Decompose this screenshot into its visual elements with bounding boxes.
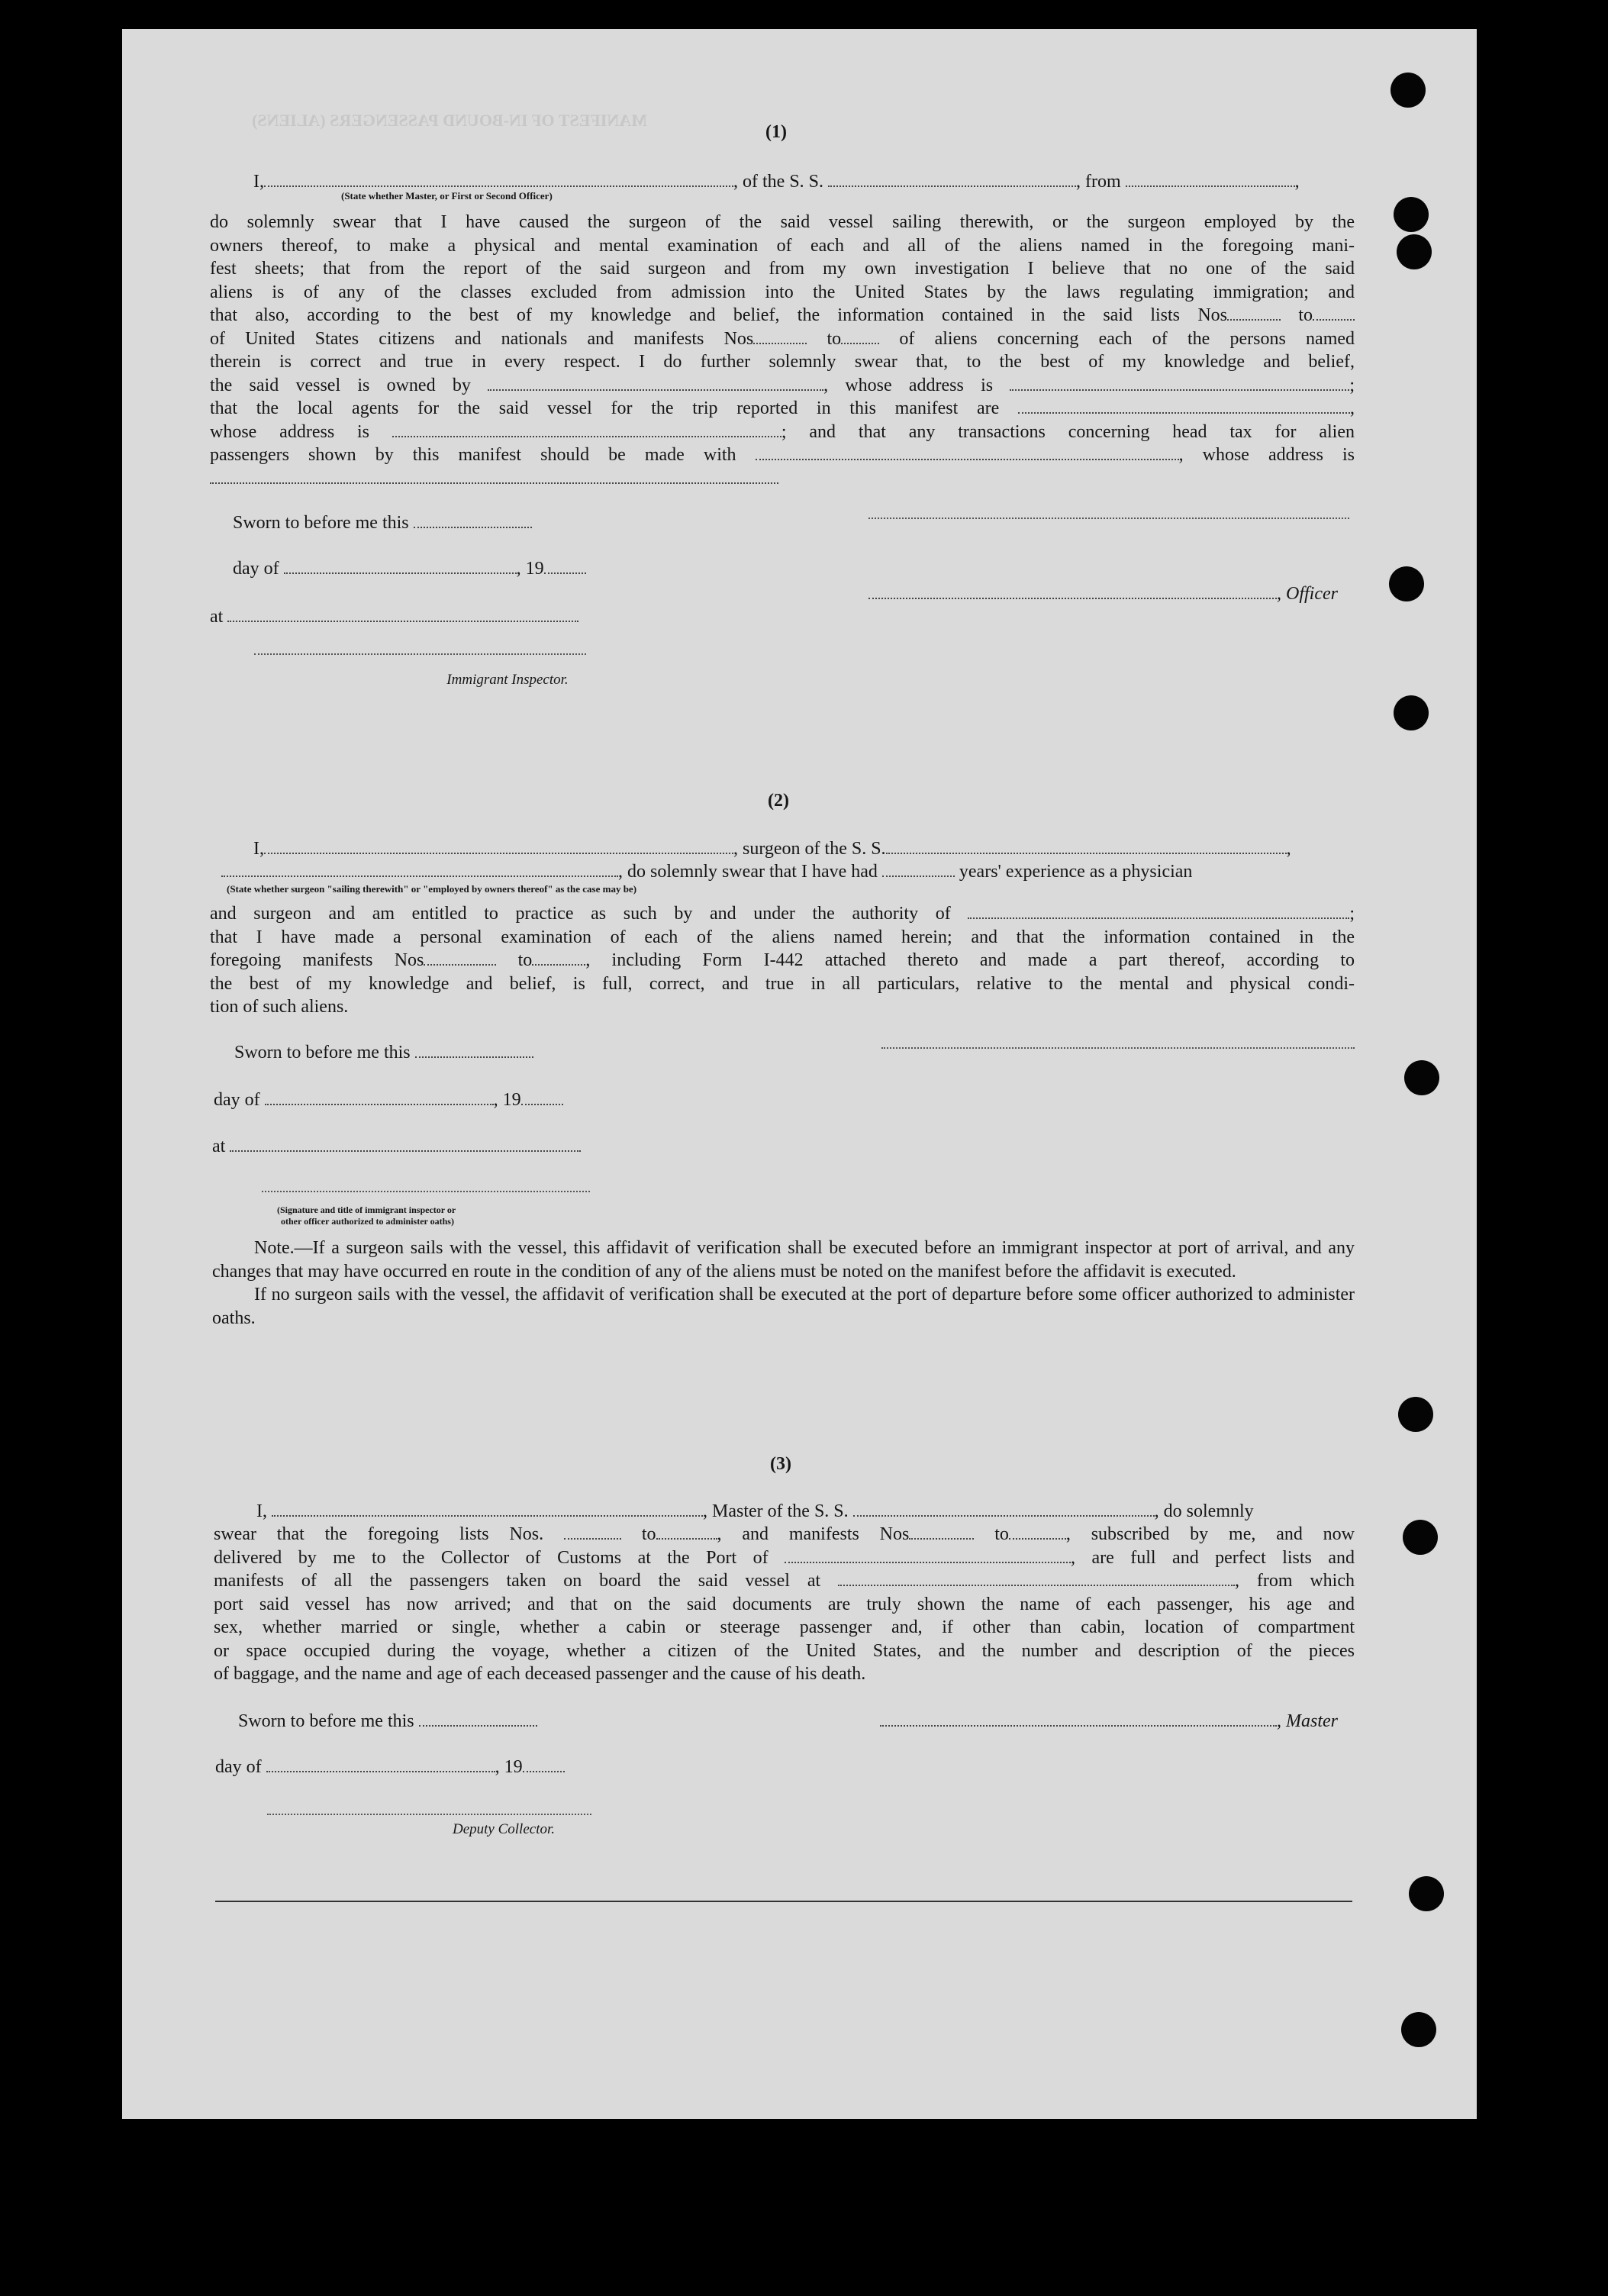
punch-hole (1397, 234, 1432, 269)
punch-hole (1401, 2012, 1436, 2047)
s2-signature-line (881, 1047, 1355, 1049)
s3-line-1: I, , Master of the S. S. , do solemnly (256, 1501, 1254, 1521)
s2-sworn: Sworn to before me this (234, 1041, 533, 1064)
punch-hole (1398, 1397, 1433, 1432)
s3-day: day of , 19 (215, 1756, 565, 1778)
s1-line-1: I, , of the S. S. , from , (253, 172, 1300, 192)
s1-day: day of , 19 (233, 557, 586, 580)
s1-officer-note: (State whether Master, or First or Second Officer) (341, 190, 553, 202)
s2-line-2: , do solemnly swear that I have had years' experience as a physician (221, 860, 1192, 883)
s2-at: at (212, 1135, 581, 1158)
s1-inspector-line (254, 653, 586, 655)
s3-collector-line (267, 1814, 591, 1815)
section-2-number: (2) (768, 791, 789, 811)
punch-hole (1389, 566, 1424, 601)
punch-hole (1404, 1060, 1439, 1095)
punch-hole (1403, 1520, 1438, 1555)
s1-signature-line (868, 518, 1349, 519)
s1-officer: , Officer (868, 582, 1338, 605)
s3-oath-text: swear that the foregoing lists Nos. to , and manifests Nos to , subscribed by me, and now delivered by me to the Collector of Customs at the Port of , are full and perfect lists and manifests of all the passengers taken on board the said vessel at , from which port said vessel has now arrived; and that on the said documents are truly shown the name of each passenger, his age and sex, whether married or single, whether a cabin or steerage passenger and, if other than cabin, location of compartment or space occupied during the voyage, whether a citizen of the United States, and the number and description of the pieces of baggage, and the name and age of each deceased passenger and the cause of his death. (214, 1524, 1355, 1684)
s1-sworn: Sworn to before me this (233, 511, 532, 534)
s2-sig-note-1: (Signature and title of immigrant inspector or (277, 1204, 456, 1215)
s1-at: at (210, 605, 578, 628)
bottom-rule (215, 1901, 1352, 1902)
s2-surgeon-note: (State whether surgeon "sailing therewith" or "employed by owners thereof" as the case may be) (227, 883, 637, 895)
s3-collector-caption: Deputy Collector. (452, 1821, 556, 1837)
s2-oath-text: and surgeon and am entitled to practice as such by and under the authority of ; that I have made a personal examination of each of the aliens named herein; and that the information contained in the foregoing manifests Nos to , including Form I-442 attached thereto and made a part thereof, according to the best of my knowledge and belief, is full, correct, and true in all particulars, relative to the mental and physical condi- tion of such aliens. (210, 904, 1355, 1017)
s1-inspector-caption: Immigrant Inspector. (446, 672, 569, 688)
s2-sig-note-2: other officer authorized to administer oaths) (281, 1216, 454, 1227)
punch-hole (1390, 73, 1426, 108)
punch-hole (1394, 695, 1429, 730)
s2-note: Note.—If a surgeon sails with the vessel, this affidavit of verification shall be executed before an immigrant inspector at port of arrival, and any changes that may have occurred en route in the condition of any of the aliens must be noted on the manifest before the affidavit is executed. If no surgeon sails with the vessel, the affidavit of verification shall be executed at the port of departure before some officer authorized to administer oaths. (212, 1238, 1355, 1328)
punch-hole (1409, 1876, 1444, 1911)
s3-master: , Master (880, 1710, 1338, 1733)
bleed-through-title: MANIFEST OF IN-BOUND PASSENGERS (ALIENS) (252, 111, 647, 130)
s2-day: day of , 19 (214, 1088, 563, 1111)
punch-hole (1394, 197, 1429, 232)
s1-oath-text: do solemnly swear that I have caused the surgeon of the said vessel sailing therewith, or the surgeon employed by the owners thereof, to make a physical and mental examination of each and all of the aliens named in the foregoing mani- fest sheets; that from the report of the said surgeon and from my own investigation I believe that no one of the said aliens is of any of the classes excluded from admission into the United States by the laws regulating immigration; and that also, according to the best of my knowledge and belief, the information contained in the said lists Nos to of United States citizens and nationals and manifests Nos to of aliens concerning each of the persons named therein is correct and true in every respect. I do further solemnly swear that, to the best of my knowledge and belief, the said vessel is owned by , whose address is ; that the local agents for the said vessel for the trip reported in this manifest are , whose address is ; and that any transactions concerning head tax for alien passengers shown by this manifest should be made with , whose address is (210, 211, 1355, 490)
section-1-number: (1) (765, 122, 787, 142)
section-3-number: (3) (770, 1454, 791, 1474)
s2-inspector-line (262, 1191, 590, 1192)
s2-line-1: I, , surgeon of the S. S. , (253, 839, 1291, 859)
s3-sworn: Sworn to before me this (238, 1710, 537, 1733)
